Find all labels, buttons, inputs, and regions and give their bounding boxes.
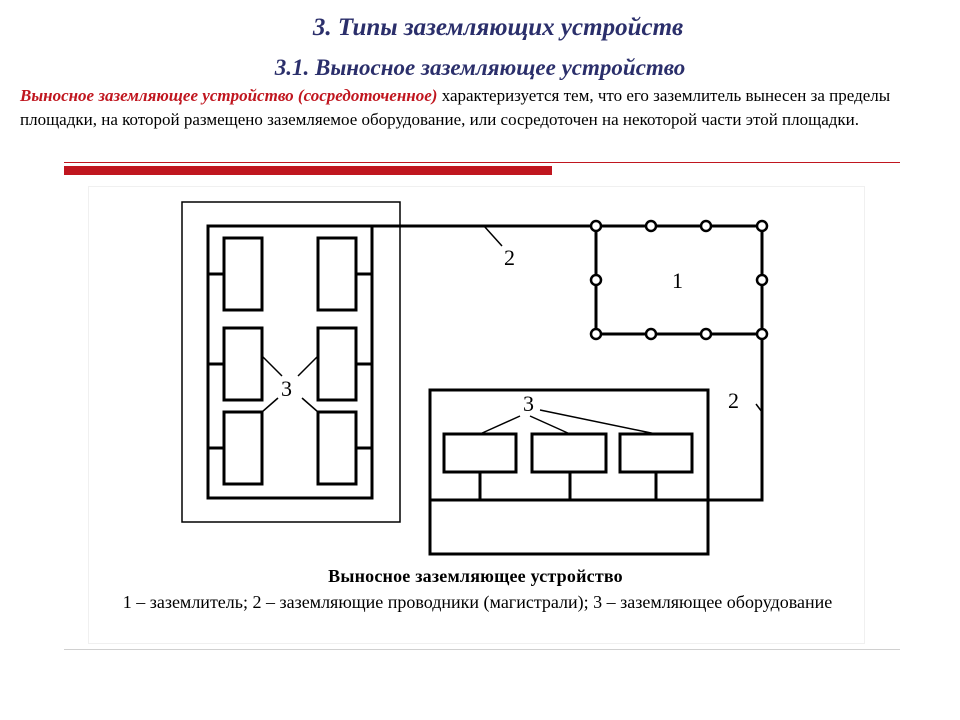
equipment-unit [444, 434, 516, 472]
equipment-unit [318, 328, 356, 400]
equipment-unit [224, 328, 262, 400]
left-busbar-frame [208, 226, 372, 498]
label-earth-electrode: 1 [672, 268, 683, 293]
intro-text: характеризуется тем, что его заземлитель вынесен за пределы площадки, на которой размещено заземляемое оборудование, или сосредоточен на некоторой части этой площадки. [20, 86, 891, 129]
slide-subtitle: 3.1. Выносное заземляющее устройство [274, 55, 686, 80]
equipment-unit [318, 238, 356, 310]
bottom-divider [64, 649, 900, 650]
equipment-unit [224, 238, 262, 310]
figure-caption-body: 1 – заземлитель; 2 – заземляющие проводники (магистрали); 3 – заземляющее оборудование [122, 592, 833, 612]
intro-term: Выносное заземляющее устройство (сосредоточенное) [20, 86, 438, 105]
label-conductor-right: 2 [728, 388, 739, 413]
equipment-unit [224, 412, 262, 484]
site-boundary [182, 202, 400, 522]
equipment-unit [532, 434, 606, 472]
equipment-unit [620, 434, 692, 472]
label-equipment-bottom: 3 [523, 391, 534, 416]
grounding-conductor-right [708, 334, 762, 500]
equipment-unit [318, 412, 356, 484]
slide-title: 3. Типы заземляющих устройств [312, 14, 684, 41]
figure-caption-title: Выносное заземляющее устройство [328, 566, 623, 586]
label-conductor-top: 2 [504, 245, 515, 270]
label-equipment-left: 3 [281, 376, 292, 401]
